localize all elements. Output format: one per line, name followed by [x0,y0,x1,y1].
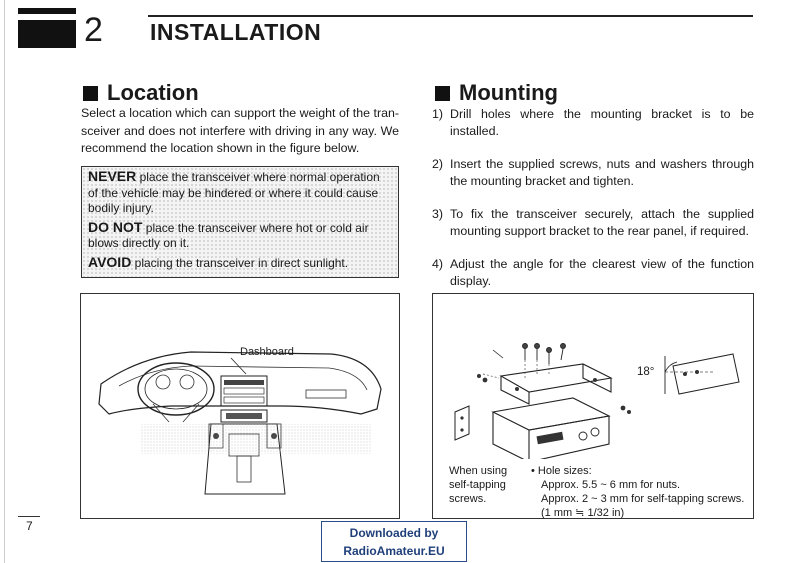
page-edge-line [4,0,5,563]
warning-keyword: DO NOT [88,218,143,235]
self-tapping-note: When using self-tapping screws. [449,465,508,505]
mounting-illustration [433,294,753,459]
chapter-tab-marker-top [18,8,76,14]
square-bullet-icon [435,86,450,101]
hole-size-screws: Approx. 2 ~ 3 mm for self-tapping screws. [541,493,745,505]
step-number: 3) [432,207,444,221]
step-number: 2) [432,157,444,171]
step-number: 4) [432,257,444,271]
location-heading-text: Location [107,80,199,105]
list-item [432,256,754,290]
warning-text: placing the transceiver in direct sunlight. [131,255,349,270]
watermark-line-2: RadioAmateur.EU [343,544,445,558]
hole-sizes-title: • Hole sizes: [531,465,592,477]
list-item [432,156,754,190]
page-number: 7 [26,519,33,533]
warning-keyword: AVOID [88,253,132,270]
warning-avoid [88,255,392,272]
warning-never [88,169,392,217]
location-intro: Select a location which can support the weight of the transceiver and does not interfere with driving in any way. We recommend the location shown in the figure below. [81,106,399,155]
hole-sizes [531,464,751,520]
mounting-steps [432,106,754,306]
chapter-number: 2 [84,11,103,49]
page-number-rule [18,516,40,517]
dashboard-label: Dashboard [240,346,294,358]
angle-label: 18° [637,366,655,378]
warning-do-not [88,220,392,252]
hole-size-conversion: (1 mm ≒ 1/32 in) [541,507,625,519]
hole-size-nuts: Approx. 5.5 ~ 6 mm for nuts. [541,479,681,491]
chapter-tab-marker [18,20,76,48]
location-heading [83,80,199,106]
warning-box [81,166,399,278]
list-item [432,106,754,140]
dashboard-illustration [81,294,399,518]
mounting-figure [432,293,754,519]
step-text: Insert the supplied screws, nuts and washers through the mounting bracket and tighten. [450,157,754,188]
warning-text: place the transceiver where normal operation of the vehicle may be hindered or where it could cause bodily injury. [88,170,380,215]
step-number: 1) [432,107,444,121]
list-item [432,206,754,240]
step-text: To fix the transceiver securely, attach the supplied mounting support bracket to the rear panel, if required. [450,207,754,238]
chapter-title: INSTALLATION [150,19,322,45]
mounting-heading-text: Mounting [459,80,558,105]
download-watermark [321,521,467,562]
dashboard-figure [80,293,400,519]
watermark-line-1: Downloaded by [349,526,439,540]
header-rule [148,15,753,17]
step-text: Drill holes where the mounting bracket is to be installed. [450,107,754,138]
square-bullet-icon [83,86,98,101]
step-text: Adjust the angle for the clearest view of the function display. [450,257,754,288]
mounting-heading [435,80,558,106]
warning-keyword: NEVER [88,168,137,184]
warning-text: place the transceiver where hot or cold air blows directly on it. [88,220,369,250]
